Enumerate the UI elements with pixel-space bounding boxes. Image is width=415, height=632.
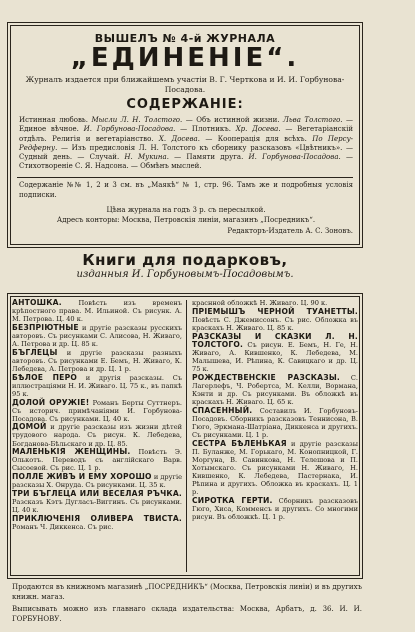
book-title: БЪГЛЕЦЫ (12, 347, 58, 357)
book-entry (12, 349, 182, 373)
contents-item-title: — Объ истинной жизни. (182, 116, 280, 124)
book-entry (12, 399, 182, 423)
book-description: Повѣсть С. Джемиссонъ. Съ рис. Обложка въ краскахъ Н. Живаго. Ц. 85 к. (192, 315, 358, 332)
book-entry (12, 423, 182, 447)
book-title: БЕЗПРІЮТНЫЕ (12, 322, 79, 332)
book-entry (12, 324, 182, 348)
book-title: СИРОТКА ГЕРТИ. (192, 495, 273, 505)
contents-divider (17, 177, 353, 178)
book-description: и другія разсказы. Съ иллюстраціями Н. И. Живаго. Ц. 75 к., въ папкѣ 95 к. (12, 373, 182, 398)
contents-item-title: — Обмѣнъ мыслей. (128, 162, 202, 171)
contents-note: Содержаніе №№ 1, 2 и 3 см. въ „Маякѣ“ № 1, стр. 96. Тамъ же и подробныя условія подписки. (19, 181, 353, 199)
issue-announcement: ВЫШЕЛЪ № 4-й ЖУРНАЛА (94, 32, 276, 45)
book-description: и другіе разсказы Х. Онруда. Съ рисунками. Ц. 35 к. (12, 473, 182, 490)
contents-item-title: — Памяти друга. (168, 153, 244, 162)
contents-item-title: — Единое вѣчное. (19, 116, 354, 134)
book-entry (192, 440, 358, 497)
book-description: и другіе разсказы русскихъ авторовъ. Съ рисунками С. Алисова, Н. Живаго, А. Петрова и др. Ц. 85 к. (12, 323, 182, 349)
book-description: Романъ Берты Суттнеръ. Съ историч. примѣчаніями И. Горбунова-Посадова. Съ рисунками. Ц. 40 к. (12, 398, 182, 423)
book-title: ДОЛОЙ ОРУЖІЕ! (12, 397, 90, 407)
book-description: Съ рисун. Е. Бемъ, Н. Ге, Н. Живаго, А. Кившенко, К. Лебедева, М. Малышева, И. Рѣпина, К. Савицкаго и др. Ц. 75 к. (192, 340, 358, 373)
books-right-column (192, 299, 358, 522)
column-divider (186, 300, 187, 572)
book-title: ДОМОЙ (12, 422, 47, 432)
contents-item-title: — Кооперація для всѣхъ. (199, 134, 307, 143)
contents-item-author: По Персу-Редферну. (19, 134, 354, 152)
book-description: краснной обложкѣ Н. Живаго. Ц. 90 к. (192, 299, 328, 307)
contents-item-author: Льва Толстого. (279, 116, 343, 124)
book-title: БѢЛОЕ ПЕРО (12, 372, 77, 382)
book-description: Романъ Ч. Диккенса. Съ рис. (12, 522, 114, 531)
editors-line: Журналъ издается при ближайшемъ участіи В. Г. Черткова и И. И. Горбунова-Посадова. (25, 75, 345, 94)
book-title: РОЖДЕСТВЕНСКІЕ РАЗСКАЗЫ. (192, 372, 340, 382)
contents-list (19, 116, 353, 172)
book-entry (12, 299, 182, 323)
contents-heading: СОДЕРЖАНІЕ: (126, 97, 244, 112)
book-title: ПРІЕМЫШЪ ЧЕРНОЙ ТУАНЕТТЫ. (192, 306, 358, 316)
book-entry (12, 473, 182, 489)
journal-announcement-box (7, 22, 363, 248)
contents-item-title: — Судный день. (19, 143, 353, 162)
book-title: МАЛЕНЬКІЯ ЖЕНЩИНЫ. (12, 447, 131, 457)
book-title: ПОЛЛЕ ЖИВЪ И ЕМУ ХОРОШО (12, 472, 152, 482)
subscription-price: Цѣна журнала на годъ 3 р. съ пересылкой. (106, 206, 266, 214)
book-entry (12, 374, 182, 398)
contents-item-author: И. Горбунова-Посадова. (243, 153, 341, 162)
contents-item-author: Х. Досева. (153, 134, 200, 143)
contents-item-title: — Вегетаріанскій отдѣлъ. Религія и вегетаріанство. (19, 125, 353, 143)
book-entry (192, 333, 358, 373)
book-description: Повѣсть изъ временъ крѣпостного права. М. Ильиной. Съ рисунк. А. М. Петрова. Ц. 40 к. (12, 299, 182, 324)
book-description: и другіе разсказы П. Буланже, М. Горькаго, М. Конопницкой, Г. Моргуна, В. Савинкова, Н. Телешова и П. Хотымскаго. Съ рисунками Н. Живаго, Н. Кившенко, К. Лебедева, Пастернака, И. Рѣпина и другихъ. Обложка въ краскахъ. Ц. 1 р. (192, 439, 358, 497)
book-title: АНТОШКА. (12, 298, 62, 307)
order-address: Выписывать можно изъ главнаго склада издательства: Москва, Арбатъ, д. 36. И. И. ГОРБУНОВУ. (12, 605, 362, 623)
book-description: Разсказъ Кэтъ Дугласъ-Виггинъ. Съ рисунками. Ц. 40 к. (12, 498, 182, 515)
contents-item-title: — Стихотвореніе С. Я. Надсона. (19, 153, 353, 171)
books-section-subtitle: изданныя И. Горбуновымъ-Посадовымъ. (76, 269, 294, 280)
contents-item-title: — Случай. (72, 153, 120, 162)
books-section-title: Книги для подарковъ, (82, 251, 288, 269)
book-title: СПАСЕННЫЙ. (192, 405, 253, 415)
book-entry (192, 497, 358, 521)
contents-item-author: Н. Мукина. (119, 153, 169, 162)
contents-item-title: Истинная любовь. (19, 116, 88, 124)
book-entry (192, 374, 358, 406)
contents-item-title: — Изъ предисловія Л. Н. Толстого къ сборнику разсказовъ «Цвѣтникъ». (57, 143, 343, 152)
book-description: и другіе разсказы изъ жизни дѣтей трудового народа. Съ рисун. К. Лебедева, Богданова-Бѣльскаго и др. Ц. 85. (12, 423, 182, 448)
journal-title: „ЕДИНЕНІЕ“. (70, 43, 300, 73)
book-title: ПРИКЛЮЧЕНІЯ ОЛИВЕРА ТВИСТА. (12, 513, 182, 523)
book-description: Составилъ И. Горбуновъ-Посадовъ. Сборникъ разсказовъ Теннисона, В. Гюго, Эркмана-Шатріана, Диккенса и другихъ. Съ рисунками. Ц. 1 р. (192, 406, 358, 439)
book-description: С. Лагерлефъ, Ч. Робертса, М. Келли, Вормана, Кэнти и др. Съ рисунками. Въ обложкѣ въ краскахъ Н. Живаго. Ц. 65 к. (192, 373, 358, 406)
book-title: ТРИ БЪГЛЕЦА ИЛИ ВЕСЕЛАЯ РЪЧКА. (12, 488, 182, 498)
editor-publisher: Редакторъ-Издатель А. С. Зоновъ. (227, 227, 353, 235)
book-entry (12, 515, 182, 531)
book-entry (12, 490, 182, 514)
book-description: Повѣсть Э. Олькотъ. Переводъ съ англійскаго Варв. Сысоевой. Съ рис. Ц. 1 р. (12, 448, 182, 473)
book-entry (192, 308, 358, 332)
books-left-column (12, 299, 182, 532)
contents-item-title: — Плотникъ. (175, 125, 231, 134)
office-address: Адресъ конторы: Москва, Петровскія линіи, магазинъ „Посредникъ“. (56, 216, 316, 224)
contents-item-author: Мысли Л. Н. Толстого. (87, 116, 183, 124)
book-entry (12, 448, 182, 472)
book-entry (192, 407, 358, 439)
book-title: СЕСТРА БѢЛЕНЬКАЯ (192, 438, 287, 448)
book-title: РАЗСКАЗЫ И СКАЗКИ Л. Н. ТОЛСТОГО. (192, 331, 358, 349)
book-description: Сборникъ разсказовъ Гюго, Хиса, Комменсъ и другихъ. Со многими рисун. Въ обложкѣ. Ц. 1 р. (192, 496, 358, 521)
contents-item-author: Хр. Досева. (230, 125, 281, 134)
book-description: и другіе разсказы разныхъ авторовъ. Съ рисунками Е. Бемъ, Н. Живаго, К. Лебедева, А. Петрова и др. Ц. 1 р. (12, 348, 182, 373)
contents-item-author: И. Горбунова-Посадова. (78, 125, 176, 134)
sales-note: Продаются въ книжномъ магазинѣ „ПОСРЕДНИКЪ“ (Москва, Петровскія линіи) и въ другихъ книжн. магаз. (12, 583, 362, 601)
